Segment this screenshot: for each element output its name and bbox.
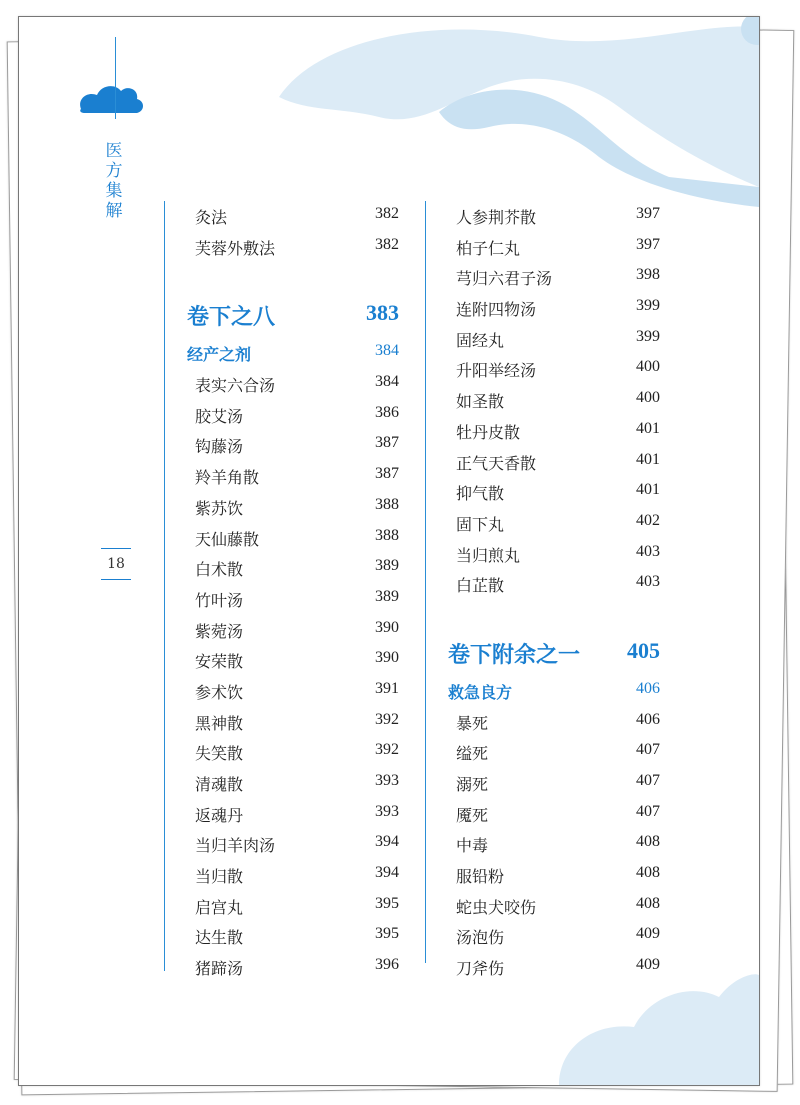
entry-page: 386: [375, 403, 399, 421]
toc-entry[interactable]: [165, 829, 403, 860]
book-title-char: 集: [105, 181, 123, 201]
entry-title: 缢死: [456, 744, 489, 764]
entry-title: 安荣散: [195, 652, 244, 672]
chapter-page: 405: [627, 637, 660, 663]
toc-entry[interactable]: [426, 891, 664, 922]
entry-title: 刀斧伤: [456, 959, 505, 979]
entry-page: 403: [636, 542, 660, 560]
toc-column-left: [164, 201, 403, 979]
entry-page: 382: [375, 205, 399, 222]
entry-title: 白芷散: [456, 576, 505, 596]
toc-entry[interactable]: [165, 921, 403, 952]
entry-page: 399: [636, 327, 660, 345]
toc-entry[interactable]: [426, 799, 664, 830]
entry-page: 389: [375, 587, 399, 605]
entry-title: 芎归六君子汤: [456, 269, 553, 289]
toc-entry[interactable]: [426, 508, 664, 539]
entry-page: 395: [375, 894, 399, 912]
entry-title: 胶艾汤: [195, 406, 244, 426]
entry-title: 芙蓉外敷法: [195, 238, 276, 258]
hanging-line: [115, 37, 116, 119]
toc-chapter-heading[interactable]: [426, 620, 664, 676]
toc-entry[interactable]: [165, 201, 403, 232]
entry-page: 384: [375, 373, 399, 391]
entry-title: 如圣散: [456, 392, 505, 412]
entry-title: 钩藤汤: [195, 437, 244, 457]
toc-entry[interactable]: [165, 232, 403, 263]
entry-page: 408: [636, 833, 660, 851]
entry-title: 服铅粉: [456, 867, 505, 887]
entry-page: 390: [375, 649, 399, 667]
toc-entry[interactable]: [426, 768, 664, 799]
entry-page: 397: [636, 205, 660, 222]
entry-page: 382: [375, 235, 399, 253]
toc-entry[interactable]: [426, 232, 664, 263]
entry-page: 401: [636, 481, 660, 499]
entry-page: 409: [636, 925, 660, 943]
entry-page: 397: [636, 235, 660, 253]
entry-title: 猪蹄汤: [195, 959, 244, 979]
entry-title: 返魂丹: [195, 805, 244, 825]
entry-page: 408: [636, 894, 660, 912]
entry-title: 固经丸: [456, 330, 505, 350]
entry-page: 392: [375, 741, 399, 759]
entry-page: 401: [636, 419, 660, 437]
toc-entry[interactable]: [426, 201, 664, 232]
entry-page: 407: [636, 741, 660, 759]
toc-entry[interactable]: [165, 615, 403, 646]
toc-entry[interactable]: [426, 829, 664, 860]
toc-entry[interactable]: [165, 799, 403, 830]
chapter-page: 383: [366, 300, 399, 326]
entry-title: 紫苏饮: [195, 498, 244, 518]
entry-title: 暴死: [456, 713, 489, 733]
entry-page: 390: [375, 618, 399, 636]
toc-entry[interactable]: [165, 952, 403, 983]
chapter-title: 卷下附余之一: [448, 641, 581, 668]
toc-entry[interactable]: [165, 645, 403, 676]
toc-entry[interactable]: [426, 707, 664, 738]
toc-entry[interactable]: [165, 523, 403, 554]
entry-page: 393: [375, 772, 399, 789]
toc-entry[interactable]: [165, 891, 403, 922]
entry-page: 400: [636, 358, 660, 376]
section-page: 384: [375, 342, 399, 360]
toc-entry[interactable]: [165, 707, 403, 738]
toc-chapter-heading[interactable]: [165, 282, 403, 338]
entry-title: 人参荆芥散: [456, 208, 537, 227]
book-title-char: 解: [105, 201, 123, 221]
entry-page: 387: [375, 465, 399, 483]
entry-title: 表实六合汤: [195, 376, 276, 396]
toc-entry[interactable]: [165, 860, 403, 891]
toc-entry[interactable]: [426, 569, 664, 600]
toc-entry[interactable]: [165, 737, 403, 768]
toc-entry[interactable]: [426, 737, 664, 768]
book-title-char: 医: [105, 141, 123, 161]
entry-page: 392: [375, 710, 399, 728]
toc-entry[interactable]: [426, 416, 664, 447]
toc-entry[interactable]: [165, 369, 403, 400]
toc-entry[interactable]: [426, 539, 664, 570]
entry-page: 388: [375, 526, 399, 544]
entry-page: 393: [375, 802, 399, 820]
entry-title: 羚羊角散: [195, 468, 260, 488]
toc-entry[interactable]: [426, 324, 664, 355]
entry-page: 394: [375, 864, 399, 882]
toc-entry[interactable]: [165, 461, 403, 492]
toc-entry[interactable]: [426, 447, 664, 478]
toc-entry[interactable]: [426, 354, 664, 385]
book-title-char: 方: [105, 161, 123, 181]
entry-page: 400: [636, 389, 660, 407]
entry-title: 当归羊肉汤: [195, 836, 276, 856]
entry-title: 抑气散: [456, 484, 505, 504]
chapter-title: 卷下之八: [187, 304, 276, 331]
entry-page: 407: [636, 772, 660, 789]
entry-title: 黑神散: [195, 713, 244, 733]
entry-title: 蛇虫犬咬伤: [456, 897, 537, 917]
toc-entry[interactable]: [165, 768, 403, 799]
entry-title: 天仙藤散: [195, 529, 260, 549]
section-title: 经产之剂: [187, 345, 252, 365]
entry-title: 汤泡伤: [456, 928, 505, 948]
entry-title: 牡丹皮散: [456, 422, 521, 442]
book-page: [18, 16, 760, 1086]
entry-page: 409: [636, 956, 660, 974]
entry-title: 紫菀汤: [195, 621, 244, 641]
entry-page: 403: [636, 573, 660, 591]
toc-entry[interactable]: [165, 430, 403, 461]
entry-title: 升阳举经汤: [456, 361, 537, 381]
entry-title: 竹叶汤: [195, 590, 244, 610]
toc-entry[interactable]: [165, 492, 403, 523]
entry-page: 398: [636, 266, 660, 284]
toc-entry[interactable]: [426, 921, 664, 952]
section-title: 救急良方: [448, 682, 513, 702]
book-title-vertical: [103, 141, 125, 221]
entry-title: 失笑散: [195, 744, 244, 764]
section-page: 406: [636, 679, 660, 697]
entry-page: 394: [375, 833, 399, 851]
toc-entry[interactable]: [426, 262, 664, 293]
toc-entry[interactable]: [165, 676, 403, 707]
entry-page: 389: [375, 557, 399, 575]
entry-title: 启宫丸: [195, 897, 244, 917]
toc-section-heading[interactable]: [165, 338, 403, 369]
entry-title: 连附四物汤: [456, 300, 537, 320]
entry-page: 399: [636, 297, 660, 315]
entry-page: 402: [636, 511, 660, 529]
toc-entry[interactable]: [165, 553, 403, 584]
toc-entry[interactable]: [426, 293, 664, 324]
toc-section-heading[interactable]: [426, 676, 664, 707]
toc-entry[interactable]: [165, 584, 403, 615]
entry-title: 清魂散: [195, 775, 244, 794]
toc-column-right: [425, 201, 664, 979]
entry-page: 406: [636, 710, 660, 728]
entry-title: 中毒: [456, 836, 489, 856]
entry-title: 白术散: [195, 560, 244, 580]
entry-title: 参术饮: [195, 682, 244, 702]
entry-page: 391: [375, 679, 399, 697]
entry-page: 387: [375, 434, 399, 452]
entry-page: 407: [636, 802, 660, 820]
entry-title: 灸法: [195, 208, 228, 227]
entry-title: 当归煎丸: [456, 545, 521, 565]
entry-title: 固下丸: [456, 514, 505, 534]
entry-page: 408: [636, 864, 660, 882]
entry-title: 柏子仁丸: [456, 238, 521, 258]
entry-title: 当归散: [195, 867, 244, 887]
toc-entry[interactable]: [426, 385, 664, 416]
entry-page: 388: [375, 495, 399, 513]
toc-entry[interactable]: [426, 952, 664, 983]
entry-page: 401: [636, 450, 660, 468]
toc-entry[interactable]: [426, 477, 664, 508]
entry-title: 达生散: [195, 928, 244, 948]
page-number: 18: [101, 548, 131, 580]
entry-title: 溺死: [456, 775, 489, 794]
toc-entry[interactable]: [426, 860, 664, 891]
entry-page: 395: [375, 925, 399, 943]
toc-entry[interactable]: [165, 400, 403, 431]
entry-title: 魇死: [456, 805, 489, 825]
entry-title: 正气天香散: [456, 453, 537, 473]
entry-page: 396: [375, 956, 399, 974]
